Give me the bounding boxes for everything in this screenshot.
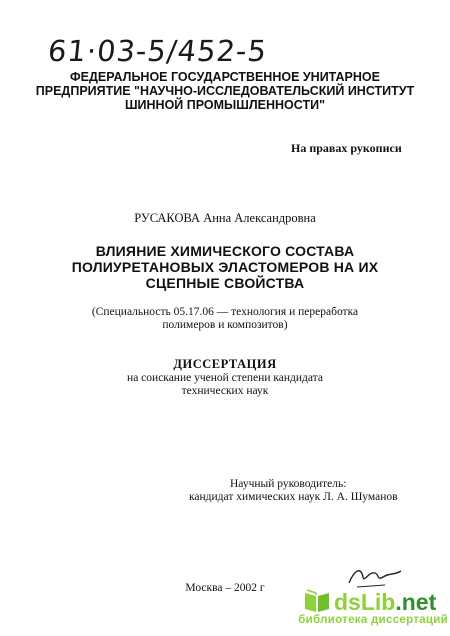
dissertation-title xyxy=(0,243,450,291)
degree-line-2: технических наук xyxy=(181,385,269,397)
dslib-watermark[interactable] xyxy=(298,587,448,633)
organization-line-2: ПРЕДПРИЯТИЕ "НАУЧНО-ИССЛЕДОВАТЕЛЬСКИЙ ИНСТИТУТ xyxy=(35,84,415,98)
handwritten-catalog-code: 61·03-5/452-5 xyxy=(46,34,269,68)
title-line-3: СЦЕПНЫЕ СВОЙСТВА xyxy=(145,275,305,291)
organization-line-1: ФЕДЕРАЛЬНОЕ ГОСУДАРСТВЕННОЕ УНИТАРНОЕ xyxy=(70,70,380,84)
watermark-logo-dark: .net xyxy=(395,589,437,615)
organization-line-3: ШИННОЙ ПРОМЫШЛЕННОСТИ" xyxy=(124,98,326,112)
specialty-line-1: (Специальность 05.17.06 — технология и переработка xyxy=(91,306,359,318)
title-line-1: ВЛИЯНИЕ ХИМИЧЕСКОГО СОСТАВА xyxy=(95,243,355,259)
degree-note xyxy=(0,372,450,398)
degree-line-1: на соискание ученой степени кандидата xyxy=(127,372,323,384)
book-icon xyxy=(302,587,332,615)
watermark-logo xyxy=(334,589,436,616)
place-and-year: Москва – 2002 г xyxy=(185,582,265,594)
title-line-2: ПОЛИУРЕТАНОВЫХ ЭЛАСТОМЕРОВ НА ИХ xyxy=(71,259,379,275)
rights-note: На правах рукописи xyxy=(291,141,402,155)
dissertation-label: ДИССЕРТАЦИЯ xyxy=(173,357,277,371)
watermark-logo-light: dsLib xyxy=(334,589,396,615)
specialty-line-2: полимеров и композитов) xyxy=(162,319,288,331)
supervisor-label: Научный руководитель: xyxy=(230,478,347,490)
specialty-note xyxy=(0,306,450,332)
watermark-caption: библиотека диссертаций xyxy=(298,614,448,626)
author-name: РУСАКОВА Анна Александровна xyxy=(134,211,316,225)
supervisor-name: кандидат химических наук Л. А. Шуманов xyxy=(189,491,398,503)
organization-header xyxy=(0,70,450,112)
